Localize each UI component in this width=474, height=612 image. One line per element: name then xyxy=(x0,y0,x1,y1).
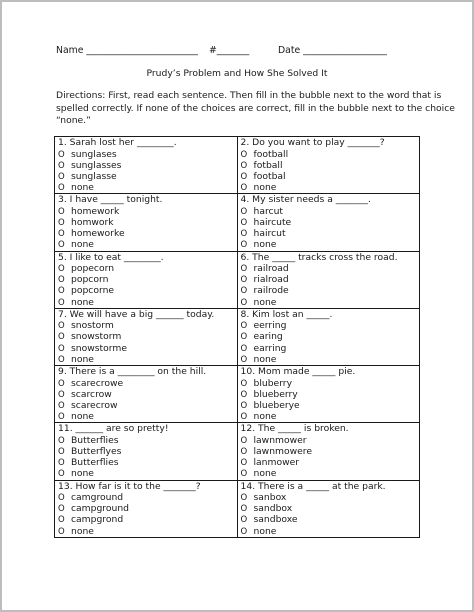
answer-bubble[interactable]: O xyxy=(58,217,65,228)
answer-bubble[interactable]: O xyxy=(58,160,65,171)
answer-bubble[interactable]: O xyxy=(58,469,65,480)
answer-bubble[interactable]: O xyxy=(58,493,65,503)
question-text: 2. Do you want to play _______? xyxy=(240,137,385,148)
answer-choice[interactable] xyxy=(58,217,237,228)
question-row xyxy=(55,480,420,537)
directions-line: “none.” xyxy=(56,115,91,126)
choice-label: railroad xyxy=(253,263,289,274)
answer-choice[interactable] xyxy=(241,400,420,411)
answer-bubble[interactable]: O xyxy=(58,206,65,217)
choice-label: none xyxy=(253,296,277,308)
answer-bubble[interactable]: O xyxy=(240,400,248,411)
choice-label: none xyxy=(71,525,94,537)
question-cell xyxy=(55,366,238,423)
question-text: 9. There is a ________ on the hill. xyxy=(58,366,207,377)
choice-label: none xyxy=(253,182,277,194)
choice-label: lanmower xyxy=(253,457,300,469)
question-cell xyxy=(55,480,238,537)
answer-choice[interactable] xyxy=(241,514,420,525)
choice-label: camground xyxy=(71,492,124,503)
choice-label: haircut xyxy=(253,228,286,240)
question-cell xyxy=(55,194,238,251)
question-cell xyxy=(237,423,420,480)
answer-choice[interactable] xyxy=(241,320,420,331)
student-info-line xyxy=(56,45,416,59)
question-cell xyxy=(55,423,238,480)
choice-label: sandbox xyxy=(253,503,293,515)
question-text: 11. ______ are so pretty! xyxy=(58,423,169,435)
choice-label: eerring xyxy=(253,320,287,332)
answer-choice[interactable] xyxy=(58,331,237,342)
answer-choice[interactable] xyxy=(58,389,237,400)
answer-bubble[interactable]: O xyxy=(240,469,248,480)
answer-bubble[interactable]: O xyxy=(240,493,248,503)
answer-bubble[interactable]: O xyxy=(58,149,65,160)
answer-choice[interactable] xyxy=(58,171,237,182)
answer-bubble[interactable]: O xyxy=(58,435,65,446)
answer-choice[interactable] xyxy=(241,435,420,446)
answer-choice[interactable] xyxy=(58,446,237,457)
answer-bubble[interactable]: O xyxy=(240,217,248,228)
answer-choice[interactable] xyxy=(58,400,237,411)
choice-label: lawnmowere xyxy=(253,445,312,457)
choice-label: snowstorme xyxy=(71,342,127,354)
answer-choice[interactable] xyxy=(241,468,420,479)
choice-label: homwork xyxy=(71,216,114,228)
question-text: 7. We will have a big ______ today. xyxy=(58,308,215,320)
question-row xyxy=(55,366,420,423)
choice-label: sunglases xyxy=(71,148,117,160)
answer-choice[interactable] xyxy=(58,297,237,308)
choice-label: sunglasses xyxy=(71,159,122,171)
answer-choice[interactable] xyxy=(241,149,420,160)
answer-bubble[interactable]: O xyxy=(240,297,248,308)
answer-choice[interactable] xyxy=(58,354,237,365)
question-text: 4. My sister needs a _______. xyxy=(240,194,371,206)
answer-bubble[interactable]: O xyxy=(58,286,65,297)
answer-choice[interactable] xyxy=(58,526,237,537)
answer-choice[interactable] xyxy=(58,149,237,160)
question-text: 13. How far is it to the _______? xyxy=(58,480,201,492)
answer-choice[interactable] xyxy=(241,285,420,296)
answer-bubble[interactable]: O xyxy=(58,343,65,354)
question-text: 12. The _____ is broken. xyxy=(240,423,349,435)
answer-bubble[interactable]: O xyxy=(240,183,248,194)
answer-choice[interactable] xyxy=(241,206,420,217)
answer-choice[interactable] xyxy=(58,182,237,193)
answer-choice[interactable] xyxy=(241,263,420,274)
answer-choice[interactable] xyxy=(241,182,420,193)
answer-bubble[interactable]: O xyxy=(58,297,65,308)
question-text: 8. Kim lost an _____. xyxy=(240,308,333,320)
answer-bubble[interactable]: O xyxy=(240,240,248,251)
answer-choice[interactable] xyxy=(241,503,420,514)
answer-choice[interactable] xyxy=(241,171,420,182)
question-cell xyxy=(237,194,420,251)
question-text: 10. Mom made _____ pie. xyxy=(240,366,356,377)
question-text: 14. There is a _____ at the park. xyxy=(240,480,386,492)
answer-bubble[interactable]: O xyxy=(58,321,65,332)
answer-choice[interactable] xyxy=(58,160,237,171)
answer-bubble[interactable]: O xyxy=(240,229,248,240)
worksheet-title: Prudy’s Problem and How She Solved It xyxy=(146,68,328,79)
answer-bubble[interactable]: O xyxy=(58,389,65,400)
question-row xyxy=(55,137,420,194)
answer-bubble[interactable]: O xyxy=(58,515,65,526)
directions xyxy=(56,90,455,128)
answer-bubble[interactable]: O xyxy=(240,206,248,217)
choice-label: campground xyxy=(71,503,129,515)
question-row xyxy=(55,251,420,308)
choice-label: sunglasse xyxy=(71,170,117,182)
choice-label: none xyxy=(253,411,277,423)
answer-choice[interactable] xyxy=(58,285,237,296)
choice-label: none xyxy=(71,468,94,480)
choice-label: homeworke xyxy=(71,228,125,240)
answer-bubble[interactable]: O xyxy=(58,264,65,274)
question-cell xyxy=(237,251,420,308)
choice-label: blueberry xyxy=(253,388,298,400)
choice-label: popecorn xyxy=(71,263,115,274)
answer-choice[interactable] xyxy=(241,274,420,285)
answer-choice[interactable] xyxy=(58,503,237,514)
answer-bubble[interactable]: O xyxy=(240,321,248,332)
question-cell xyxy=(237,137,420,194)
date-field[interactable]: Date __________________ xyxy=(278,45,387,56)
question-text: 1. Sarah lost her ________. xyxy=(58,137,177,148)
answer-bubble[interactable]: O xyxy=(240,412,248,423)
choice-label: campgrond xyxy=(71,514,124,526)
answer-bubble[interactable]: O xyxy=(58,458,65,469)
answer-choice[interactable] xyxy=(58,435,237,446)
answer-choice[interactable] xyxy=(58,263,237,274)
answer-choice[interactable] xyxy=(241,331,420,342)
choice-label: footbal xyxy=(253,170,286,182)
answer-bubble[interactable]: O xyxy=(240,286,248,297)
choice-label: lawnmower xyxy=(253,434,307,446)
choice-label: none xyxy=(253,353,277,365)
answer-choice[interactable] xyxy=(58,320,237,331)
choice-label: scarecrow xyxy=(71,399,118,411)
answer-bubble[interactable]: O xyxy=(240,458,248,469)
question-cell xyxy=(237,366,420,423)
answer-choice[interactable] xyxy=(241,217,420,228)
choice-label: earing xyxy=(253,331,283,343)
choice-label: snostorm xyxy=(71,320,114,332)
answer-choice[interactable] xyxy=(58,468,237,479)
answer-bubble[interactable]: O xyxy=(58,275,65,286)
answer-bubble[interactable]: O xyxy=(58,378,65,389)
answer-bubble[interactable]: O xyxy=(58,400,65,411)
answer-choice[interactable] xyxy=(58,411,237,422)
answer-bubble[interactable]: O xyxy=(240,526,248,537)
name-field[interactable]: Name ________________________ xyxy=(56,45,198,56)
choice-label: homework xyxy=(71,205,120,217)
choice-label: fotball xyxy=(253,159,283,171)
answer-bubble[interactable]: O xyxy=(240,435,248,446)
choice-label: haircute xyxy=(253,216,292,228)
choice-label: rialroad xyxy=(253,274,289,286)
question-grid xyxy=(54,136,420,538)
answer-bubble[interactable]: O xyxy=(58,183,65,194)
answer-choice[interactable] xyxy=(58,492,237,503)
number-field[interactable]: #_______ xyxy=(209,45,250,56)
question-cell xyxy=(55,137,238,194)
choice-label: none xyxy=(71,411,94,423)
answer-bubble[interactable]: O xyxy=(58,332,65,343)
answer-choice[interactable] xyxy=(58,239,237,250)
answer-bubble[interactable]: O xyxy=(58,526,65,537)
answer-bubble[interactable]: O xyxy=(240,160,248,171)
question-row xyxy=(55,194,420,251)
answer-bubble[interactable]: O xyxy=(240,264,248,274)
answer-bubble[interactable]: O xyxy=(240,515,248,526)
answer-bubble[interactable]: O xyxy=(58,171,65,182)
answer-choice[interactable] xyxy=(241,354,420,365)
answer-bubble[interactable]: O xyxy=(58,240,65,251)
answer-bubble[interactable]: O xyxy=(240,275,248,286)
answer-choice[interactable] xyxy=(58,274,237,285)
question-row xyxy=(55,423,420,480)
answer-choice[interactable] xyxy=(58,343,237,354)
choice-label: football xyxy=(253,148,289,160)
answer-choice[interactable] xyxy=(58,457,237,468)
answer-bubble[interactable]: O xyxy=(58,412,65,423)
choice-label: none xyxy=(71,353,94,365)
choice-label: none xyxy=(71,296,94,308)
question-cell xyxy=(237,308,420,365)
answer-choice[interactable] xyxy=(241,378,420,389)
choice-label: harcut xyxy=(253,205,284,217)
answer-choice[interactable] xyxy=(241,239,420,250)
answer-bubble[interactable]: O xyxy=(58,229,65,240)
answer-choice[interactable] xyxy=(241,297,420,308)
answer-choice[interactable] xyxy=(241,446,420,457)
choice-label: popcorn xyxy=(71,274,109,286)
choice-label: none xyxy=(71,239,94,251)
answer-choice[interactable] xyxy=(58,206,237,217)
answer-bubble[interactable]: O xyxy=(58,354,65,365)
choice-label: snowstorm xyxy=(71,331,122,343)
choice-label: scarecrowe xyxy=(71,377,124,389)
answer-bubble[interactable]: O xyxy=(240,149,248,160)
directions-line: spelled correctly. If none of the choices are correct, fill in the bubble next to the choice xyxy=(56,102,455,114)
answer-bubble[interactable]: O xyxy=(240,332,248,343)
question-cell xyxy=(55,251,238,308)
answer-bubble[interactable]: O xyxy=(240,446,248,457)
choice-label: popcorne xyxy=(71,285,115,297)
choice-label: none xyxy=(71,182,94,194)
choice-label: none xyxy=(253,239,277,251)
answer-bubble[interactable]: O xyxy=(240,343,248,354)
answer-bubble[interactable]: O xyxy=(240,504,248,515)
directions-line: Directions: First, read each sentence. Then fill in the bubble next to the word that is xyxy=(56,90,442,101)
answer-bubble[interactable]: O xyxy=(240,378,248,389)
answer-bubble[interactable]: O xyxy=(58,504,65,515)
answer-choice[interactable] xyxy=(241,160,420,171)
question-text: 3. I have _____ tonight. xyxy=(58,194,163,206)
question-text: 5. I like to eat ________. xyxy=(58,251,164,263)
question-cell xyxy=(55,308,238,365)
answer-choice[interactable] xyxy=(241,526,420,537)
choice-label: Butterflies xyxy=(71,434,119,446)
choice-label: Butterflies xyxy=(71,457,119,469)
choice-label: blueberye xyxy=(253,399,300,411)
choice-label: sandboxe xyxy=(253,514,298,526)
choice-label: bluberry xyxy=(253,377,293,389)
answer-choice[interactable] xyxy=(241,389,420,400)
choice-label: none xyxy=(253,525,277,537)
answer-bubble[interactable]: O xyxy=(240,171,248,182)
question-cell xyxy=(237,480,420,537)
answer-choice[interactable] xyxy=(58,378,237,389)
answer-choice[interactable] xyxy=(241,457,420,468)
answer-choice[interactable] xyxy=(241,411,420,422)
answer-choice[interactable] xyxy=(241,228,420,239)
choice-label: sanbox xyxy=(253,492,287,503)
choice-label: earring xyxy=(253,342,287,354)
choice-label: none xyxy=(253,468,277,480)
choice-label: railrode xyxy=(253,285,289,297)
answer-bubble[interactable]: O xyxy=(240,389,248,400)
answer-choice[interactable] xyxy=(241,492,420,503)
answer-choice[interactable] xyxy=(58,514,237,525)
answer-choice[interactable] xyxy=(241,343,420,354)
question-row xyxy=(55,308,420,365)
choice-label: Butterflyes xyxy=(71,445,122,457)
question-text: 6. The _____ tracks cross the road. xyxy=(240,251,398,263)
choice-label: scarcrow xyxy=(71,388,112,400)
answer-bubble[interactable]: O xyxy=(240,354,248,365)
answer-choice[interactable] xyxy=(58,228,237,239)
answer-bubble[interactable]: O xyxy=(58,446,65,457)
